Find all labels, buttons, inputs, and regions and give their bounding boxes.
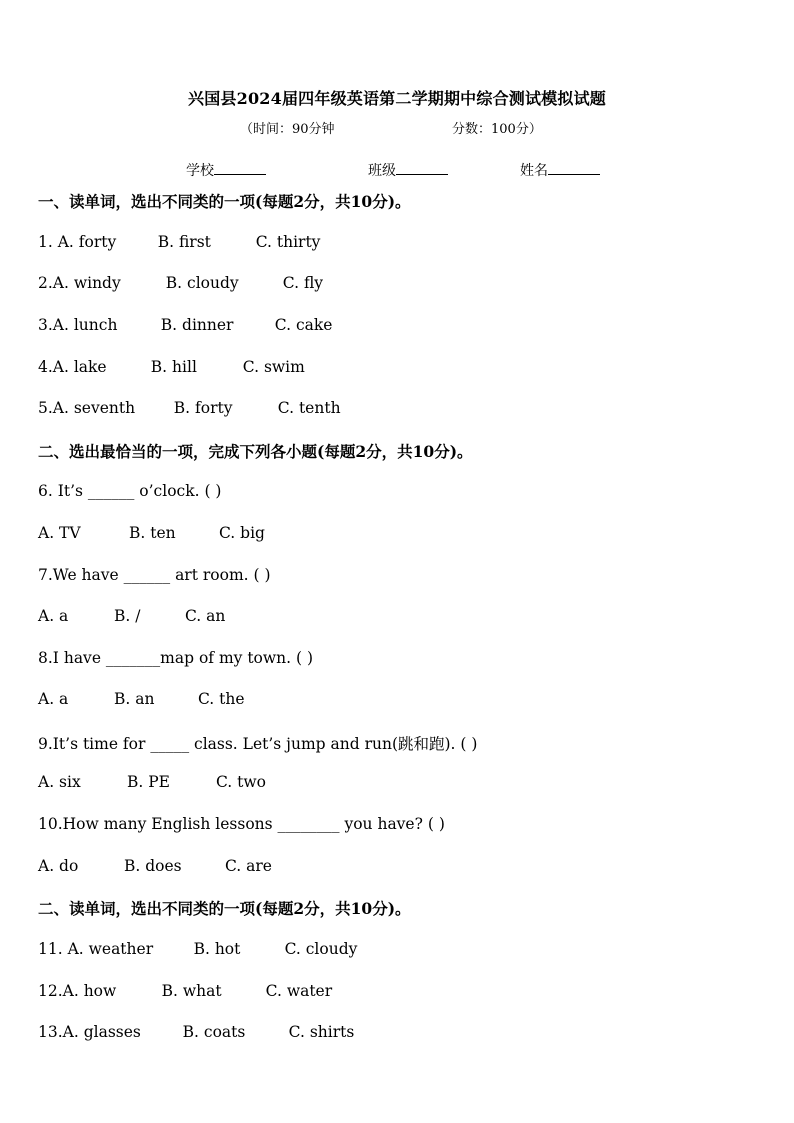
question-13 xyxy=(38,1023,354,1041)
option-c: C. cloudy xyxy=(284,940,358,958)
option-a: A. do xyxy=(38,857,79,875)
question-12 xyxy=(38,982,332,1000)
question-4 xyxy=(38,358,305,376)
option-c: C. two xyxy=(216,773,266,791)
question-number: 4. xyxy=(38,358,53,376)
section-3-heading: 二、读单词，选出不同类的一项(每题2分，共10分)。 xyxy=(38,899,411,918)
option-b: B. hot xyxy=(193,940,241,958)
question-number: 2. xyxy=(38,274,53,292)
question-number: 5. xyxy=(38,399,53,417)
option-c: C. tenth xyxy=(277,399,341,417)
question-9-stem: 9.It’s time for _____ class. Let’s jump and run(跳和跑). ( ) xyxy=(38,735,478,753)
question-11 xyxy=(38,940,357,958)
option-a: A. a xyxy=(38,690,69,708)
option-c: C. fly xyxy=(282,274,324,292)
option-c: C. an xyxy=(185,607,226,625)
option-b: B. an xyxy=(114,690,155,708)
class-field xyxy=(368,160,448,180)
option-a: A. seventh xyxy=(52,399,136,417)
class-label: 班级 xyxy=(368,163,396,179)
option-c: C. are xyxy=(225,857,272,875)
question-number: 12. xyxy=(38,982,63,1000)
option-a: A. a xyxy=(38,607,69,625)
name-label: 姓名 xyxy=(520,163,548,179)
exam-time: （时间：90分钟 xyxy=(240,122,335,137)
question-9-options xyxy=(38,773,266,791)
option-c: C. shirts xyxy=(288,1023,355,1041)
section-1-heading: 一、读单词，选出不同类的一项(每题2分，共10分)。 xyxy=(38,192,411,211)
option-b: B. PE xyxy=(127,773,170,791)
question-7-options xyxy=(38,607,225,625)
option-b: B. hill xyxy=(150,358,197,376)
option-b: B. first xyxy=(157,233,211,251)
page-title: 兴国县2024届四年级英语第二学期期中综合测试模拟试题 xyxy=(188,89,606,108)
option-b: B. forty xyxy=(173,399,233,417)
option-b: B. cloudy xyxy=(165,274,239,292)
option-b: B. / xyxy=(114,607,141,625)
exam-score: 分数：100分） xyxy=(452,122,542,137)
school-blank[interactable] xyxy=(214,162,266,175)
option-a: A. how xyxy=(62,982,117,1000)
question-8-options xyxy=(38,690,245,708)
option-b: B. dinner xyxy=(160,316,234,334)
question-10-stem: 10.How many English lessons ________ you have? ( ) xyxy=(38,815,445,833)
question-number: 13. xyxy=(38,1023,63,1041)
option-c: C. swim xyxy=(242,358,305,376)
option-b: B. ten xyxy=(129,524,176,542)
question-number: 1. xyxy=(38,233,58,251)
option-b: B. what xyxy=(161,982,222,1000)
question-1 xyxy=(38,233,320,251)
option-c: C. water xyxy=(265,982,333,1000)
question-number: 11. xyxy=(38,940,68,958)
option-a: A. forty xyxy=(57,233,117,251)
question-2 xyxy=(38,274,323,292)
option-b: B. coats xyxy=(182,1023,246,1041)
option-c: C. cake xyxy=(274,316,333,334)
class-blank[interactable] xyxy=(396,162,448,175)
option-c: C. big xyxy=(219,524,265,542)
question-7-stem: 7.We have ______ art room. ( ) xyxy=(38,566,271,584)
option-a: A. TV xyxy=(38,524,81,542)
option-a: A. glasses xyxy=(62,1023,141,1041)
question-6-stem: 6. It’s ______ o’clock. ( ) xyxy=(38,482,222,500)
option-a: A. lunch xyxy=(52,316,118,334)
question-6-options xyxy=(38,524,265,542)
option-a: A. weather xyxy=(67,940,154,958)
option-c: C. the xyxy=(198,690,245,708)
option-a: A. six xyxy=(38,773,81,791)
name-blank[interactable] xyxy=(548,162,600,175)
section-2-heading: 二、选出最恰当的一项，完成下列各小题(每题2分，共10分)。 xyxy=(38,442,473,461)
option-c: C. thirty xyxy=(255,233,321,251)
question-10-options xyxy=(38,857,272,875)
question-8-stem: 8.I have _______map of my town. ( ) xyxy=(38,649,314,667)
school-field xyxy=(186,160,266,180)
school-label: 学校 xyxy=(186,163,214,179)
name-field xyxy=(520,160,600,180)
question-number: 3. xyxy=(38,316,53,334)
option-a: A. windy xyxy=(52,274,121,292)
option-a: A. lake xyxy=(52,358,107,376)
question-5 xyxy=(38,399,341,417)
option-b: B. does xyxy=(124,857,182,875)
question-3 xyxy=(38,316,332,334)
